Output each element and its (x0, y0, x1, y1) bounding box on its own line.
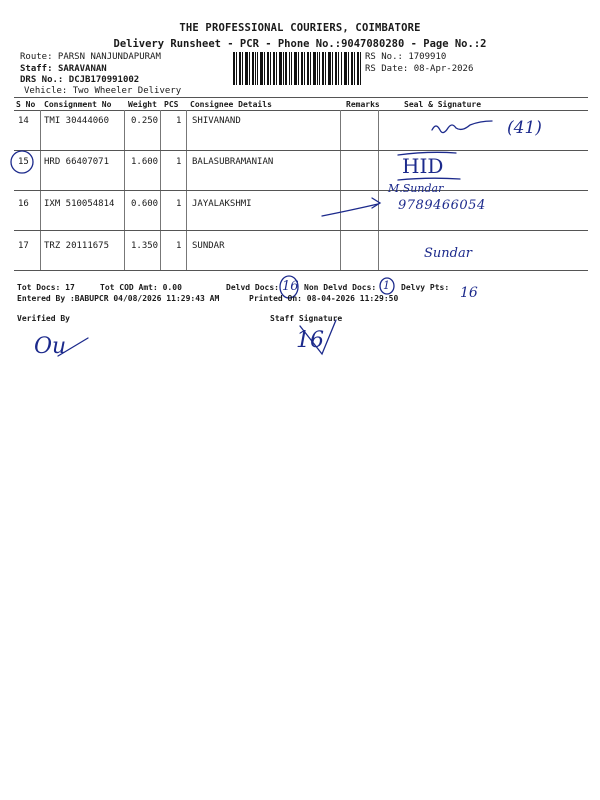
delivered-count: 16 (282, 279, 299, 294)
col-header-consignee: Consignee Details (190, 100, 272, 109)
row-weight: 1.600 (131, 157, 159, 167)
row-consignment: TRZ 20111675 (44, 241, 110, 251)
staff-name: SARAVANAN (57, 64, 107, 74)
row-weight: 0.250 (131, 116, 159, 126)
runsheet-subtitle: Delivery Runsheet - PCR - Phone No.:9047080280 - Page No.:2 (113, 38, 487, 50)
drs-label: DRS No.: (20, 75, 64, 85)
col-header-consignment: Consignment No (44, 100, 112, 109)
col-header-pcs: PCS (164, 100, 179, 109)
delivered-docs-label: Delvd Docs: (226, 283, 279, 292)
row-pcs: 1 (176, 116, 182, 126)
handwritten-name: M.Sundar (388, 182, 444, 195)
company-title: THE PROFESSIONAL COURIERS, COIMBATORE (179, 22, 421, 34)
handwritten-note: HID (402, 154, 444, 178)
row-weight: 1.350 (131, 241, 159, 251)
row-pcs: 1 (176, 241, 182, 251)
row-consignee: BALASUBRAMANIAN (192, 157, 274, 167)
row-consignee: SHIVANAND (192, 116, 241, 126)
handwritten-signature: Sundar (424, 246, 472, 261)
route-text: Route: PARSN NANJUNDAPURAM (20, 52, 161, 62)
delivery-points-label: Delvy Pts: (401, 283, 450, 292)
signature-stroke (300, 320, 336, 354)
row-sno: 17 (18, 241, 29, 251)
delivery-points-count: 16 (460, 285, 478, 301)
handwritten-phone: 9789466054 (398, 198, 486, 213)
row-sno: 15 (18, 157, 29, 167)
handwritten-note: (41) (507, 118, 542, 138)
staff-label: Staff: (20, 64, 53, 74)
col-header-seal-signature: Seal & Signature (404, 100, 482, 109)
col-header-remarks: Remarks (346, 100, 380, 109)
non-delivered-count: 1 (383, 279, 390, 292)
row-consignment: IXM 510054814 (44, 199, 115, 209)
row-weight: 0.600 (131, 199, 159, 209)
row-consignment: TMI 30444060 (44, 116, 110, 126)
row-pcs: 1 (176, 199, 182, 209)
row-consignee: JAYALAKSHMI (192, 199, 252, 209)
total-docs: Tot Docs: 17 (17, 283, 75, 292)
printed-on: Printed On: 08-04-2026 11:29:50 (249, 294, 399, 303)
staff-signature-label: Staff Signature (270, 314, 343, 323)
total-cod-amount: Tot COD Amt: 0.00 (100, 283, 182, 292)
entered-by: Entered By :BABUPCR 04/08/2026 11:29:43 AM (17, 294, 220, 303)
drs-number: DCJB170991002 (68, 75, 140, 85)
row-sno: 16 (18, 199, 29, 209)
col-header-weight: Weight (128, 100, 157, 109)
non-delivered-docs-label: Non Delvd Docs: (304, 283, 377, 292)
rs-number: RS No.: 1709910 (365, 52, 447, 62)
rs-date: RS Date: 08-Apr-2026 (365, 64, 474, 74)
staff-signature: 16 (296, 328, 324, 353)
row-consignee: SUNDAR (192, 241, 225, 251)
vehicle-text: Vehicle: Two Wheeler Delivery (24, 86, 182, 96)
col-header-sno: S No (16, 100, 36, 109)
verifier-signature: Ou (34, 334, 67, 359)
row-consignment: HRD 66407071 (44, 157, 110, 167)
signature-stroke (58, 338, 88, 356)
row-sno: 14 (18, 116, 29, 126)
verified-by-label: Verified By (17, 314, 70, 323)
row-pcs: 1 (176, 157, 182, 167)
